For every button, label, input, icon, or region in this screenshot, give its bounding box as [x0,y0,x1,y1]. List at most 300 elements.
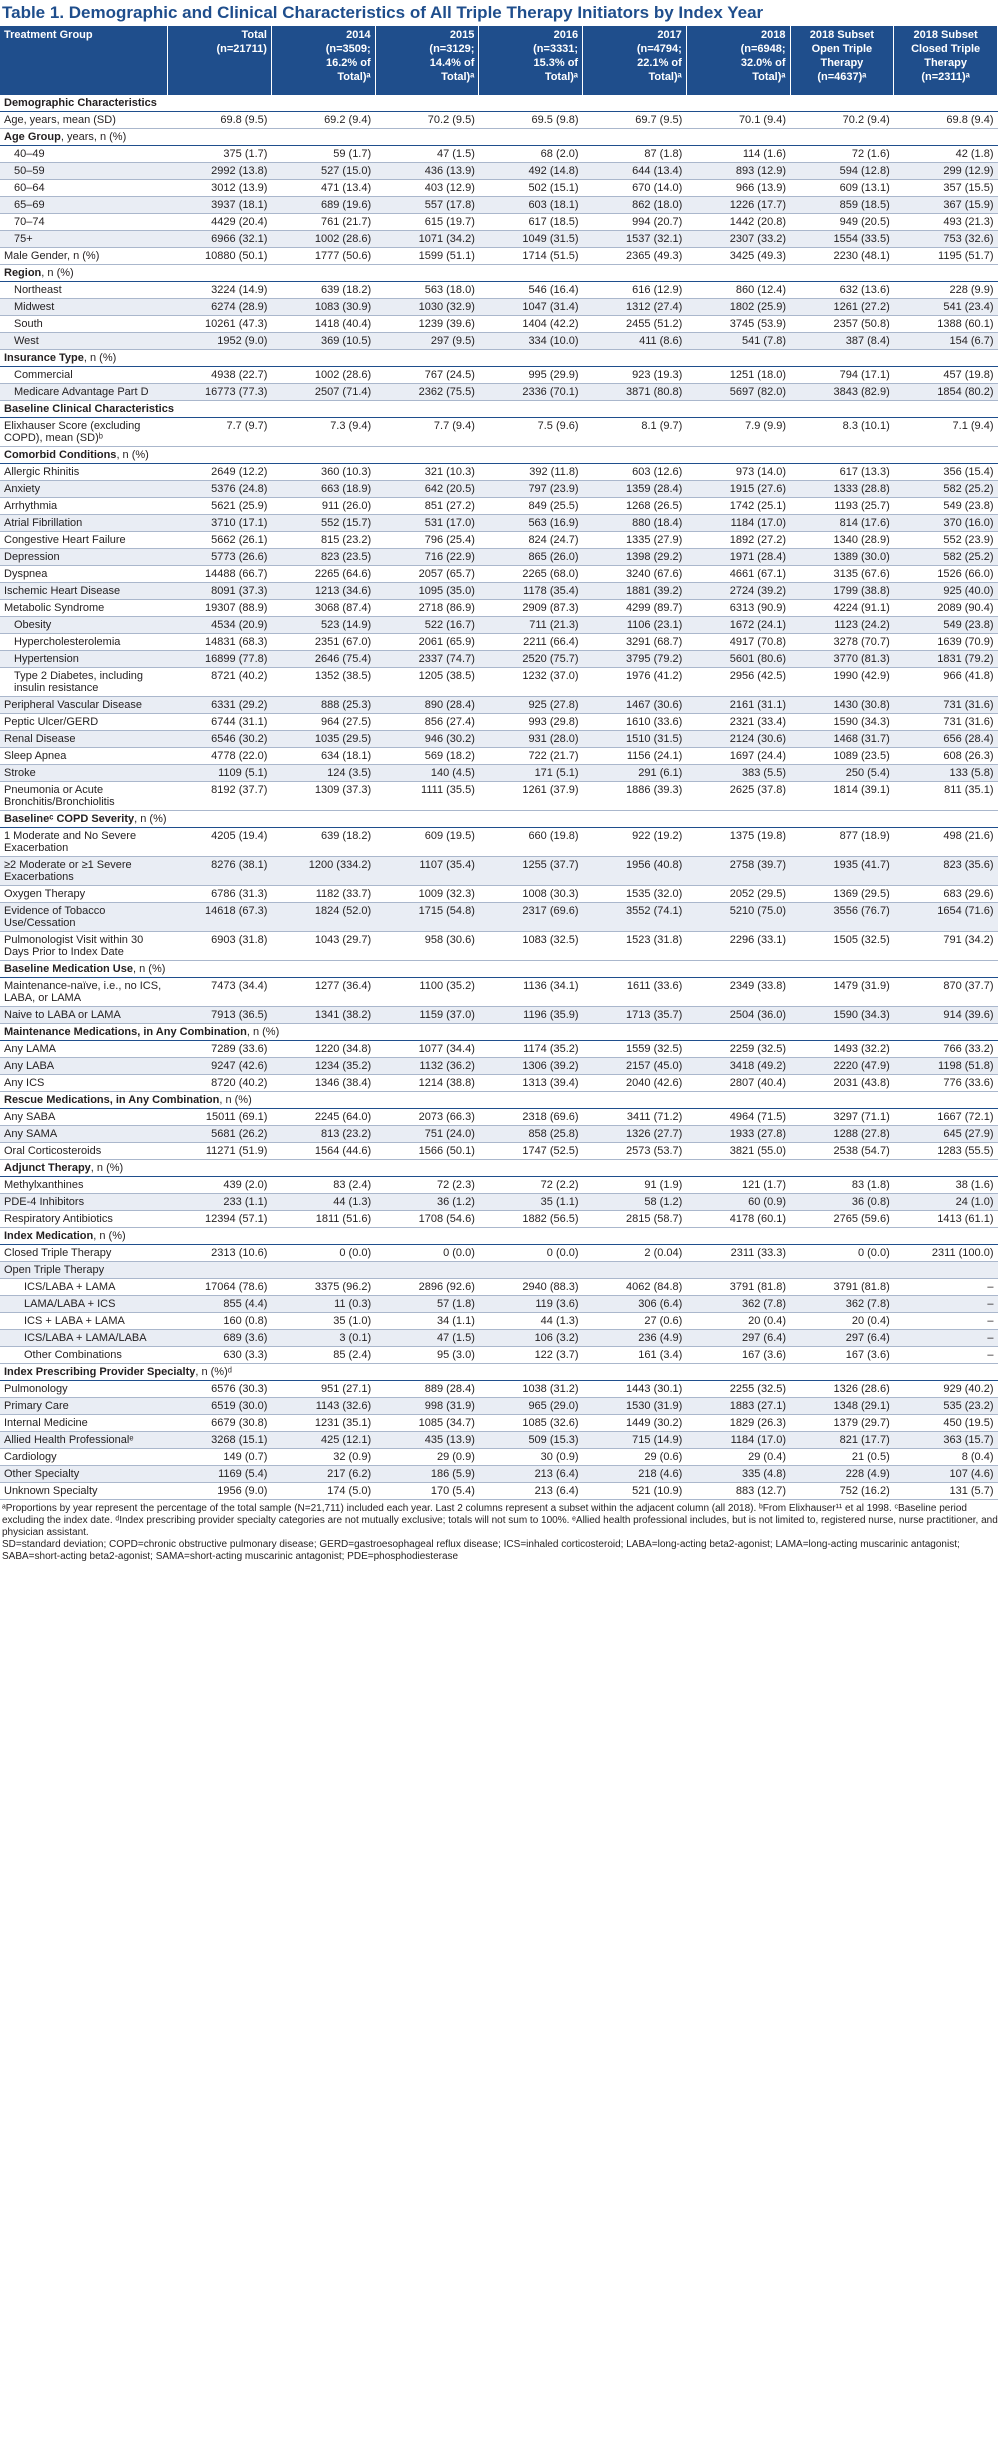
cell-value: 608 (26.3) [894,748,998,765]
cell-value: 15011 (69.1) [168,1109,272,1126]
section-unit: , n (%) [246,1026,280,1038]
cell-value: 3224 (14.9) [168,282,272,299]
cell-value: 7.7 (9.7) [168,418,272,447]
cell-value: 2211 (66.4) [479,634,583,651]
cell-value: 642 (20.5) [375,481,479,498]
section-header [0,811,998,828]
cell-value: 8091 (37.3) [168,583,272,600]
cell-value: 2504 (36.0) [686,1007,790,1024]
cell-value: 1713 (35.7) [583,1007,687,1024]
cell-value: 69.5 (9.8) [479,112,583,129]
cell-value: 1184 (17.0) [686,1432,790,1449]
header-column-8 [894,26,998,95]
table-row [0,886,998,903]
cell-value: 1213 (34.6) [271,583,375,600]
cell-value: 68 (2.0) [479,146,583,163]
header-line: Total)ᵃ [752,71,786,83]
cell-value: 297 (6.4) [686,1330,790,1347]
header-line: (n=2311)ᵃ [921,71,970,83]
cell-value: 5773 (26.6) [168,549,272,566]
cell-value: 6966 (32.1) [168,231,272,248]
cell-value: 12394 (57.1) [168,1211,272,1228]
table-row [0,1483,998,1500]
cell-value: 1535 (32.0) [583,886,687,903]
header-line: Treatment Group [4,29,93,41]
cell-value: 362 (7.8) [790,1296,894,1313]
row-label: PDE-4 Inhibitors [0,1194,168,1211]
cell-value: 411 (8.6) [583,333,687,350]
cell-value: 1123 (24.2) [790,617,894,634]
section-header-row [0,401,998,418]
section-label: Region [4,267,42,279]
cell-value: 582 (25.2) [894,481,998,498]
cell-value: 1109 (5.1) [168,765,272,782]
cell-value: 403 (12.9) [375,180,479,197]
cell-value: 2089 (90.4) [894,600,998,617]
header-line: 2018 Subset [809,29,874,41]
cell-value: 880 (18.4) [583,515,687,532]
cell-value: 752 (16.2) [790,1483,894,1500]
cell-value: 3552 (74.1) [583,903,687,932]
cell-value: 1348 (29.1) [790,1398,894,1415]
row-label: Pulmonologist Visit within 30 Days Prior to Index Date [0,932,168,961]
cell-value: 1811 (51.6) [271,1211,375,1228]
cell-value: 1178 (35.4) [479,583,583,600]
cell-value: 923 (19.3) [583,367,687,384]
row-label: Any SABA [0,1109,168,1126]
characteristics-table [0,26,998,1500]
cell-value: 2365 (49.3) [583,248,687,265]
row-label: Naive to LABA or LAMA [0,1007,168,1024]
cell-value: 1389 (30.0) [790,549,894,566]
cell-value: 634 (18.1) [271,748,375,765]
cell-value: 3556 (76.7) [790,903,894,932]
cell-value: 2311 (100.0) [894,1245,998,1262]
cell-value: 213 (6.4) [479,1466,583,1483]
cell-value: 435 (13.9) [375,1432,479,1449]
cell-value: 1239 (39.6) [375,316,479,333]
section-header [0,1364,998,1381]
cell-value: 1251 (18.0) [686,367,790,384]
cell-value: 1886 (39.3) [583,782,687,811]
cell-value: 47 (1.5) [375,146,479,163]
table-row [0,583,998,600]
cell-value: 859 (18.5) [790,197,894,214]
cell-value: 5681 (26.2) [168,1126,272,1143]
table-row [0,549,998,566]
section-unit: , years, n (%) [60,131,127,143]
table-row [0,180,998,197]
cell-value: 2296 (33.1) [686,932,790,961]
row-label: Depression [0,549,168,566]
cell-value: 6331 (29.2) [168,697,272,714]
row-label: Congestive Heart Failure [0,532,168,549]
cell-value: 823 (35.6) [894,857,998,886]
cell-value: 3375 (96.2) [271,1279,375,1296]
cell-value: 811 (35.1) [894,782,998,811]
cell-value: – [894,1279,998,1296]
row-label: Oral Corticosteroids [0,1143,168,1160]
table-row [0,1075,998,1092]
header-line: 14.4% of [429,57,475,69]
cell-value: 2220 (47.9) [790,1058,894,1075]
cell-value: 3425 (49.3) [686,248,790,265]
cell-value: 552 (23.9) [894,532,998,549]
cell-value: 3240 (67.6) [583,566,687,583]
cell-value: 1537 (32.1) [583,231,687,248]
header-line: Open Triple [811,43,873,55]
header-line: 16.2% of [326,57,371,69]
cell-value: 860 (12.4) [686,282,790,299]
cell-value: 1255 (37.7) [479,857,583,886]
cell-value: 72 (2.2) [479,1177,583,1194]
cell-value: 69.8 (9.4) [894,112,998,129]
cell-value: 6786 (31.3) [168,886,272,903]
cell-value: 154 (6.7) [894,333,998,350]
cell-value: 1375 (19.8) [686,828,790,857]
row-label: Closed Triple Therapy [0,1245,168,1262]
cell-value: 106 (3.2) [479,1330,583,1347]
cell-value: 1413 (61.1) [894,1211,998,1228]
section-header [0,95,998,112]
cell-value: 1312 (27.4) [583,299,687,316]
cell-value: 552 (15.7) [271,515,375,532]
cell-value: 889 (28.4) [375,1381,479,1398]
table-row [0,146,998,163]
cell-value: 186 (5.9) [375,1466,479,1483]
row-label: Dyspnea [0,566,168,583]
cell-value: 119 (3.6) [479,1296,583,1313]
table-row [0,1194,998,1211]
cell-value: 2317 (69.6) [479,903,583,932]
cell-value: 1083 (30.9) [271,299,375,316]
cell-value: 2321 (33.4) [686,714,790,731]
cell-value: 814 (17.6) [790,515,894,532]
table-row [0,367,998,384]
cell-value: 2061 (65.9) [375,634,479,651]
cell-value: 14618 (67.3) [168,903,272,932]
cell-value: 2349 (33.8) [686,978,790,1007]
cell-value: 174 (5.0) [271,1483,375,1500]
table-row [0,697,998,714]
cell-value: 83 (2.4) [271,1177,375,1194]
cell-value: 3068 (87.4) [271,600,375,617]
cell-value: 1002 (28.6) [271,231,375,248]
cell-value: 38 (1.6) [894,1177,998,1194]
cell-value: 527 (15.0) [271,163,375,180]
cell-value: 167 (3.6) [790,1347,894,1364]
cell-value: 2259 (32.5) [686,1041,790,1058]
cell-value: 615 (19.7) [375,214,479,231]
cell-value: 1564 (44.6) [271,1143,375,1160]
cell-value: 1008 (30.3) [479,886,583,903]
cell-value: 767 (24.5) [375,367,479,384]
row-label: Other Specialty [0,1466,168,1483]
table-row [0,1279,998,1296]
header-line: Total)ᵃ [648,71,682,83]
cell-value: 965 (29.0) [479,1398,583,1415]
table-row [0,163,998,180]
header-line: 2018 Subset [913,29,978,41]
cell-value: 233 (1.1) [168,1194,272,1211]
cell-value: 1814 (39.1) [790,782,894,811]
cell-value: 1404 (42.2) [479,316,583,333]
cell-value: 4778 (22.0) [168,748,272,765]
cell-value: 1156 (24.1) [583,748,687,765]
section-label: Rescue Medications, in Any Combination [4,1094,220,1106]
cell-value: 0 (0.0) [479,1245,583,1262]
cell-value: 0 (0.0) [271,1245,375,1262]
section-unit: , n (%) [93,1230,126,1242]
cell-value: 160 (0.8) [168,1313,272,1330]
cell-value: 1493 (32.2) [790,1041,894,1058]
cell-value: – [894,1347,998,1364]
cell-value: 36 (0.8) [790,1194,894,1211]
cell-value: 7913 (36.5) [168,1007,272,1024]
row-label: Male Gender, n (%) [0,248,168,265]
row-label: Peptic Ulcer/GERD [0,714,168,731]
cell-value: 922 (19.2) [583,828,687,857]
cell-value: 450 (19.5) [894,1415,998,1432]
cell-value: 1226 (17.7) [686,197,790,214]
cell-value: 11 (0.3) [271,1296,375,1313]
cell-value: 3937 (18.1) [168,197,272,214]
cell-value: 149 (0.7) [168,1449,272,1466]
table-row [0,481,998,498]
cell-value: 1205 (38.5) [375,668,479,697]
section-unit: , n (%) [41,267,74,279]
cell-value: 161 (3.4) [583,1347,687,1364]
table-row [0,384,998,401]
cell-value: 2507 (71.4) [271,384,375,401]
table-row [0,112,998,129]
table-row [0,248,998,265]
cell-value: 1442 (20.8) [686,214,790,231]
cell-value: 72 (1.6) [790,146,894,163]
row-label: Northeast [0,282,168,299]
cell-value: 1268 (26.5) [583,498,687,515]
cell-value [271,1262,375,1279]
cell-value: 1174 (35.2) [479,1041,583,1058]
table-row [0,498,998,515]
cell-value: 888 (25.3) [271,697,375,714]
row-label: Oxygen Therapy [0,886,168,903]
row-label: Elixhauser Score (excluding COPD), mean (SD)ᵇ [0,418,168,447]
cell-value: 27 (0.6) [583,1313,687,1330]
cell-value: 2337 (74.7) [375,651,479,668]
cell-value: 1590 (34.3) [790,1007,894,1024]
cell-value: 0 (0.0) [790,1245,894,1262]
cell-value: 1261 (37.9) [479,782,583,811]
header-line: 2014 [346,29,371,41]
cell-value: 360 (10.3) [271,464,375,481]
cell-value: 1667 (72.1) [894,1109,998,1126]
row-label: Open Triple Therapy [0,1262,168,1279]
row-label: South [0,316,168,333]
cell-value: 617 (13.3) [790,464,894,481]
header-line: 2015 [449,29,475,41]
cell-value: 1193 (25.7) [790,498,894,515]
cell-value: 546 (16.4) [479,282,583,299]
cell-value: 4178 (60.1) [686,1211,790,1228]
cell-value: 2057 (65.7) [375,566,479,583]
header-line: Total [241,29,267,41]
cell-value: 1043 (29.7) [271,932,375,961]
cell-value: 6679 (30.8) [168,1415,272,1432]
cell-value: 1639 (70.9) [894,634,998,651]
cell-value: 30 (0.9) [479,1449,583,1466]
section-header-row [0,811,998,828]
cell-value: 69.8 (9.5) [168,112,272,129]
cell-value: 36 (1.2) [375,1194,479,1211]
header-line: 2016 [553,29,579,41]
cell-value: 1802 (25.9) [686,299,790,316]
cell-value: 1340 (28.9) [790,532,894,549]
cell-value: 2455 (51.2) [583,316,687,333]
cell-value [168,1262,272,1279]
table-row [0,1398,998,1415]
table-row [0,1058,998,1075]
cell-value: 1611 (33.6) [583,978,687,1007]
cell-value: 436 (13.9) [375,163,479,180]
cell-value: 11271 (51.9) [168,1143,272,1160]
cell-value: 5210 (75.0) [686,903,790,932]
cell-value: 17064 (78.6) [168,1279,272,1296]
table-title: Table 1. Demographic and Clinical Characteristics of All Triple Therapy Initiators by Index Year [2,3,764,22]
cell-value: 70.2 (9.5) [375,112,479,129]
cell-value: 1288 (27.8) [790,1126,894,1143]
table-row [0,651,998,668]
cell-value: 1672 (24.1) [686,617,790,634]
cell-value: 471 (13.4) [271,180,375,197]
header-column-3 [375,26,479,95]
cell-value: 1085 (34.7) [375,1415,479,1432]
cell-value: 1935 (41.7) [790,857,894,886]
cell-value: 1976 (41.2) [583,668,687,697]
cell-value: 815 (23.2) [271,532,375,549]
header-line: 15.3% of [533,57,579,69]
row-label: Pulmonology [0,1381,168,1398]
row-label: Evidence of Tobacco Use/Cessation [0,903,168,932]
cell-value: 509 (15.3) [479,1432,583,1449]
cell-value: 2313 (10.6) [168,1245,272,1262]
header-column-2 [271,26,375,95]
table-row [0,197,998,214]
cell-value: 2646 (75.4) [271,651,375,668]
cell-value: 3012 (13.9) [168,180,272,197]
cell-value: 639 (18.2) [271,282,375,299]
cell-value: 3795 (79.2) [583,651,687,668]
table-row [0,1143,998,1160]
cell-value: 1195 (51.7) [894,248,998,265]
section-label: Insurance Type [4,352,84,364]
cell-value: 541 (7.8) [686,333,790,350]
table-row [0,978,998,1007]
cell-value: 609 (19.5) [375,828,479,857]
cell-value: 594 (12.8) [790,163,894,180]
cell-value: 1182 (33.7) [271,886,375,903]
cell-value: 0 (0.0) [375,1245,479,1262]
row-label: Age, years, mean (SD) [0,112,168,129]
header-column-4 [479,26,583,95]
cell-value: 1388 (60.1) [894,316,998,333]
cell-value: 7473 (34.4) [168,978,272,1007]
cell-value: 217 (6.2) [271,1466,375,1483]
cell-value: 8192 (37.7) [168,782,272,811]
cell-value: 121 (1.7) [686,1177,790,1194]
table-row [0,748,998,765]
row-label: Pneumonia or Acute Bronchitis/Bronchiolitis [0,782,168,811]
cell-value: 1479 (31.9) [790,978,894,1007]
header-column-6 [686,26,790,95]
row-label: ICS + LABA + LAMA [0,1313,168,1330]
cell-value: 893 (12.9) [686,163,790,180]
table-row [0,1415,998,1432]
cell-value: 776 (33.6) [894,1075,998,1092]
cell-value: 3278 (70.7) [790,634,894,651]
cell-value: 133 (5.8) [894,765,998,782]
table-row [0,668,998,697]
cell-value: 85 (2.4) [271,1347,375,1364]
row-label: Allergic Rhinitis [0,464,168,481]
cell-value: 2073 (66.3) [375,1109,479,1126]
cell-value: 2724 (39.2) [686,583,790,600]
cell-value: 44 (1.3) [479,1313,583,1330]
cell-value: 1697 (24.4) [686,748,790,765]
cell-value: 925 (40.0) [894,583,998,600]
row-label: Type 2 Diabetes, including insulin resistance [0,668,168,697]
cell-value: 813 (23.2) [271,1126,375,1143]
cell-value: 1799 (38.8) [790,583,894,600]
table-row [0,1466,998,1483]
cell-value: 392 (11.8) [479,464,583,481]
header-line: Therapy [820,57,864,69]
cell-value: 4938 (22.7) [168,367,272,384]
cell-value: 334 (10.0) [479,333,583,350]
cell-value: 2718 (86.9) [375,600,479,617]
cell-value: 387 (8.4) [790,333,894,350]
cell-value: 1566 (50.1) [375,1143,479,1160]
cell-value: 1313 (39.4) [479,1075,583,1092]
cell-value: 4917 (70.8) [686,634,790,651]
section-header [0,129,998,146]
cell-value: 2765 (59.6) [790,1211,894,1228]
cell-value: 72 (2.3) [375,1177,479,1194]
cell-value: 236 (4.9) [583,1330,687,1347]
cell-value: 2940 (88.3) [479,1279,583,1296]
cell-value: 1169 (5.4) [168,1466,272,1483]
cell-value: 1071 (34.2) [375,231,479,248]
cell-value: 2573 (53.7) [583,1143,687,1160]
cell-value: 1882 (56.5) [479,1211,583,1228]
cell-value: 299 (12.9) [894,163,998,180]
cell-value: 966 (41.8) [894,668,998,697]
row-label: ICS/LABA + LAMA/LABA [0,1330,168,1347]
cell-value: 24 (1.0) [894,1194,998,1211]
cell-value: 8276 (38.1) [168,857,272,886]
row-label: Any LAMA [0,1041,168,1058]
cell-value: 2031 (43.8) [790,1075,894,1092]
cell-value: 5662 (26.1) [168,532,272,549]
cell-value: 2318 (69.6) [479,1109,583,1126]
cell-value: 335 (4.8) [686,1466,790,1483]
cell-value: 16899 (77.8) [168,651,272,668]
cell-value: 645 (27.9) [894,1126,998,1143]
cell-value: 856 (27.4) [375,714,479,731]
section-unit: , n (%) [83,352,117,364]
table-row [0,1313,998,1330]
cell-value: 1309 (37.3) [271,782,375,811]
